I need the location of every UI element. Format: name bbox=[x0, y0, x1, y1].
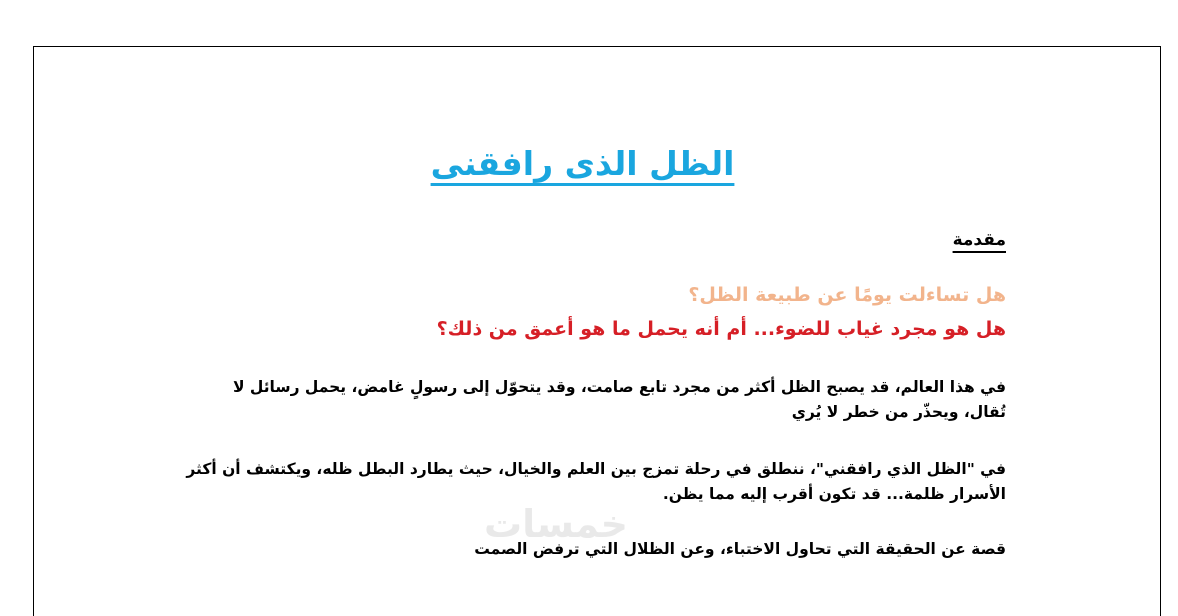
document-title: الظل الذى رافقنى bbox=[430, 144, 735, 183]
paragraph-2: في "الظل الذي رافقني"، ننطلق في رحلة تمزج بين العلم والخيال، حيث يطارد البطل ظله، ويكتشف أن أكثر الأسرار ظلمة... قد تكون أقرب إليه مما يظن. bbox=[186, 460, 1006, 503]
watermark: خمسات bbox=[484, 502, 628, 546]
paragraph-1: في هذا العالم، قد يصبح الظل أكثر من مجرد تابع صامت، وقد يتحوّل إلى رسولٍ غامض، يحمل رسائل لا تُقال، ويحذّر من خطر لا يُري bbox=[232, 378, 1006, 421]
intro-question-1: هل تساءلت يومًا عن طبيعة الظل؟ bbox=[688, 284, 1006, 306]
intro-question-2: هل هو مجرد غياب للضوء... أم أنه يحمل ما هو أعمق من ذلك؟ bbox=[436, 318, 1006, 340]
paragraph-3: قصة عن الحقيقة التي تحاول الاختباء، وعن الظلال التي ترفض الصمت bbox=[474, 540, 1006, 558]
section-heading: مقدمة bbox=[952, 230, 1006, 250]
